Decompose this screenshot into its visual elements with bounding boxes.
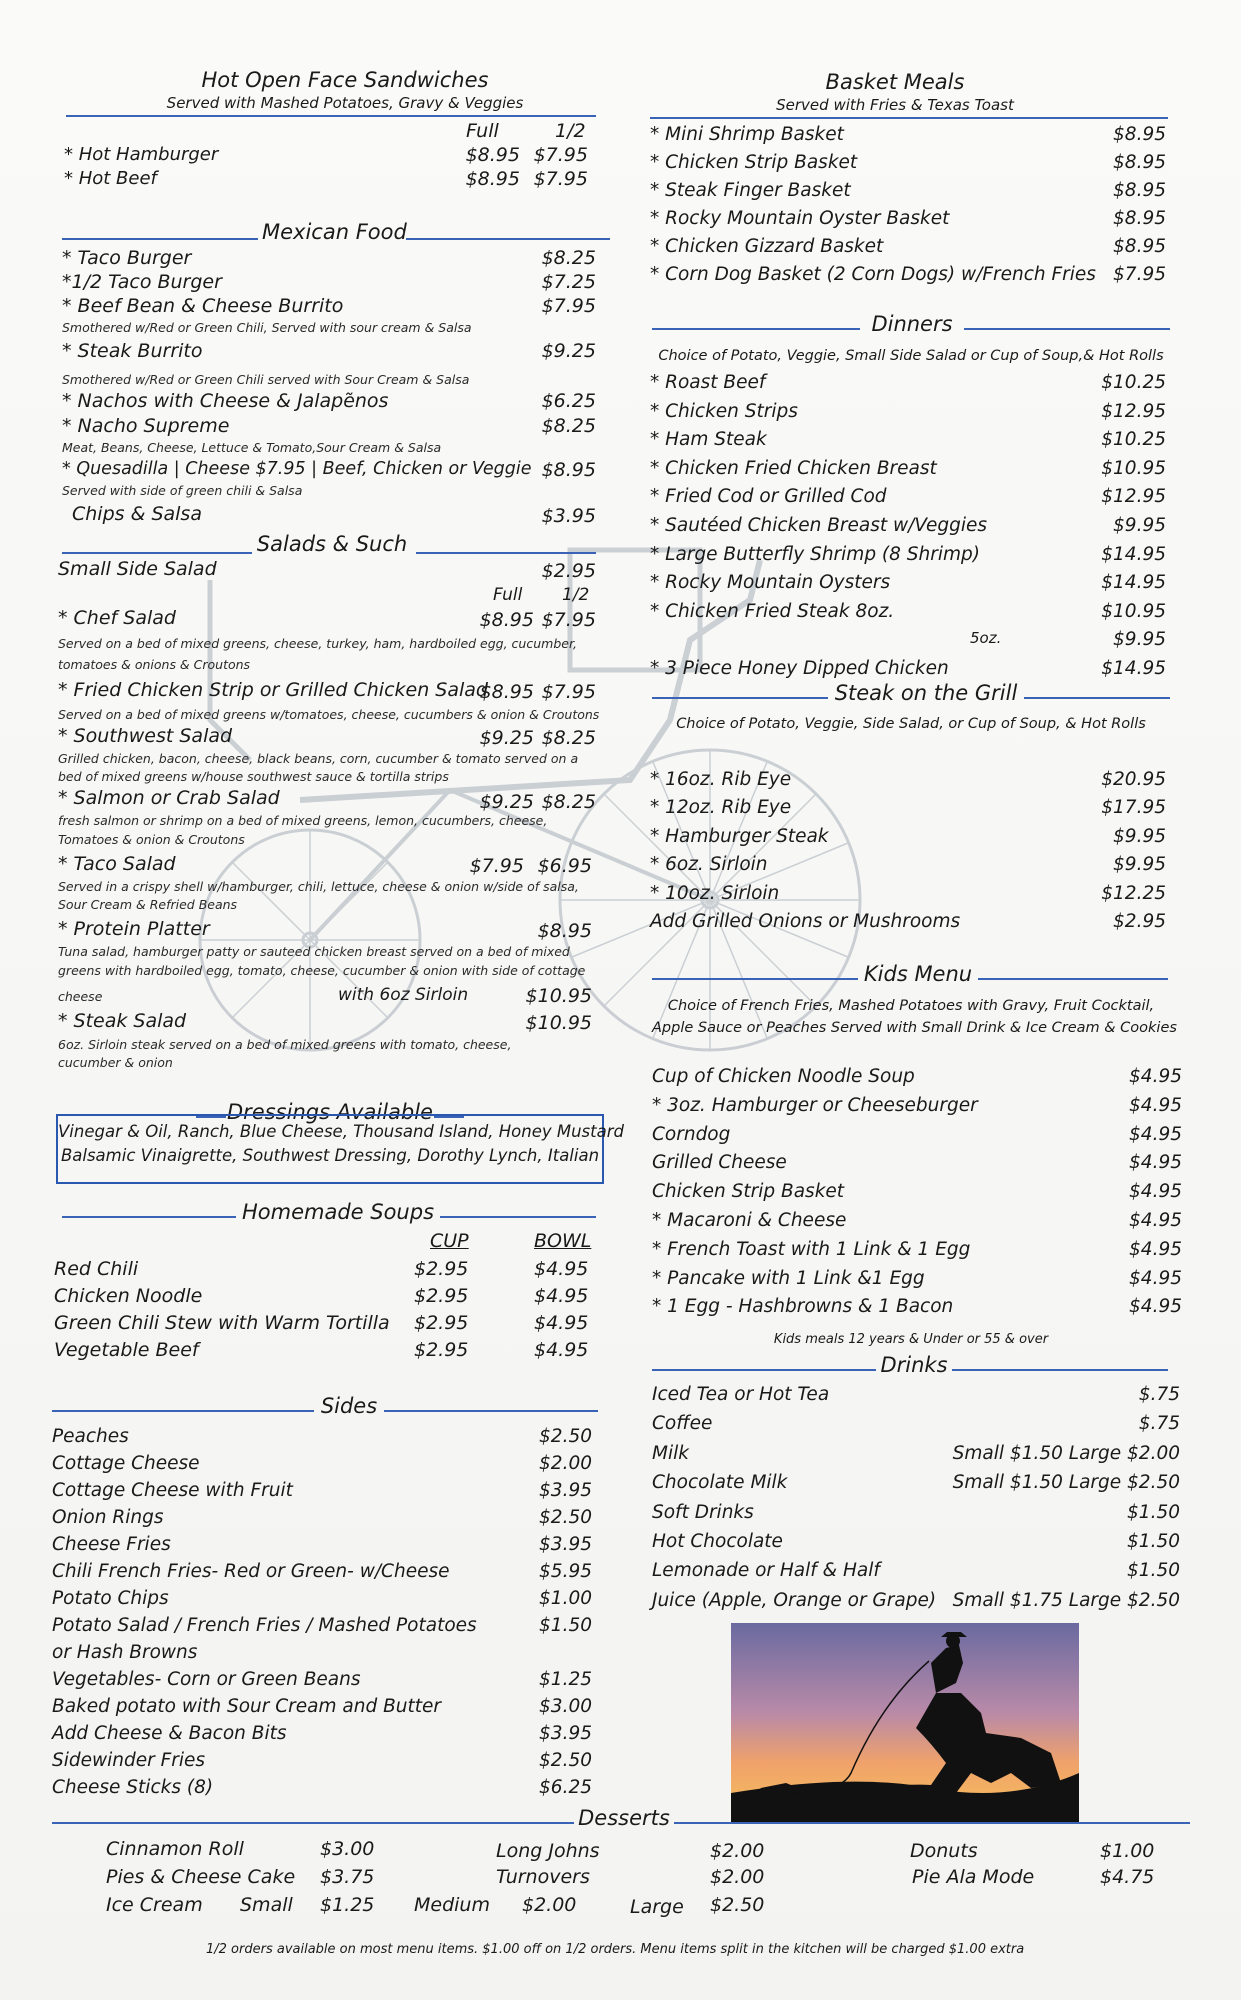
menu-item-note: cucumber & onion [58, 1055, 173, 1070]
menu-item-name: * Southwest Salad [58, 725, 233, 747]
menu-item-price: $3.95 [539, 1534, 592, 1555]
menu-item-price: $8.95 [1113, 236, 1166, 257]
menu-item-price: $8.95 [541, 459, 596, 481]
menu-item-price: $10.25 [1101, 429, 1166, 451]
menu-item-price: $1.50 [1127, 1531, 1180, 1552]
menu-item-price: $8.95 [465, 144, 520, 166]
menu-item-note: Sour Cream & Refried Beans [58, 897, 238, 912]
menu-item-note: Meat, Beans, Cheese, Lettuce & Tomato,Sour Cream & Salsa [62, 440, 442, 455]
menu-item-price: $6.95 [537, 855, 592, 877]
menu-item-note: Served on a bed of mixed greens, cheese, turkey, ham, hardboiled egg, cucumber, [58, 636, 577, 651]
menu-item-price: $10.95 [1101, 600, 1166, 622]
menu-item-price: $2.95 [541, 560, 596, 582]
menu-item-name: * Salmon or Crab Salad [58, 787, 280, 809]
menu-item-price: $7.95 [533, 144, 588, 166]
menu-item-name: * Fried Cod or Grilled Cod [650, 486, 887, 508]
menu-item-price: $3.95 [541, 505, 596, 527]
section-title-salads: Salads & Such [256, 532, 408, 556]
dessert-price: $2.00 [710, 1866, 765, 1888]
steak-subtitle: Choice of Potato, Veggie, Side Salad, or Cup of Soup, & Hot Rolls [676, 716, 1146, 732]
menu-item-name: * Roast Beef [650, 372, 766, 393]
menu-item-name: or Hash Browns [52, 1642, 198, 1663]
divider [1024, 697, 1170, 699]
menu-item-price: $2.95 [414, 1258, 469, 1280]
menu-item-price: $1.25 [539, 1669, 592, 1690]
size-label: Small [240, 1894, 293, 1916]
divider [652, 328, 860, 330]
divider [952, 1369, 1168, 1371]
dressings-line-1: Vinegar & Oil, Ranch, Blue Cheese, Thousand Island, Honey Mustard [58, 1122, 624, 1141]
col-bowl: BOWL [534, 1230, 592, 1252]
dessert-price: $2.00 [522, 1894, 577, 1916]
section-title-steak: Steak on the Grill [834, 681, 1018, 705]
menu-item-price: $3.00 [539, 1696, 592, 1717]
menu-item-name: Sidewinder Fries [52, 1750, 206, 1771]
dessert-price: $3.75 [320, 1866, 375, 1888]
menu-item-name: * Taco Salad [58, 853, 176, 875]
menu-item-note: 6oz. Sirloin steak served on a bed of mixed greens with tomato, cheese, [58, 1037, 512, 1052]
dessert-price: $4.75 [1100, 1866, 1155, 1888]
menu-item-price: $12.95 [1101, 486, 1166, 508]
menu-item-name: * Chicken Strips [650, 400, 798, 422]
menu-item-name: Peaches [52, 1426, 129, 1447]
size-label: Medium [414, 1894, 490, 1916]
menu-item-name: * Steak Salad [58, 1010, 187, 1032]
menu-item-price: $4.95 [1129, 1210, 1182, 1231]
menu-item-name: Red Chili [54, 1258, 139, 1280]
menu-item-name: 5oz. [970, 629, 1002, 648]
menu-item-name: * Hamburger Steak [650, 825, 829, 847]
menu-item-note: tomatoes & onions & Croutons [58, 657, 251, 672]
menu-item-name: Coffee [652, 1413, 713, 1435]
menu-item-price: $5.95 [539, 1561, 592, 1582]
divider [674, 1822, 1190, 1824]
menu-item-name: * Fried Chicken Strip or Grilled Chicken Salad [58, 679, 488, 701]
menu-item-price: $7.95 [469, 855, 524, 877]
menu-item-name: Chili French Fries- Red or Green- w/Cheese [52, 1561, 450, 1582]
menu-item-name: Potato Chips [52, 1588, 169, 1609]
section-title-drinks: Drinks [880, 1353, 948, 1377]
menu-item-name: Milk [652, 1442, 689, 1464]
menu-item-price: $8.95 [1113, 180, 1166, 201]
dessert-name: Ice Cream [106, 1894, 203, 1916]
menu-item-price: $20.95 [1101, 769, 1166, 790]
menu-item-price: $2.95 [414, 1339, 469, 1361]
menu-item-note: Served in a crispy shell w/hamburger, chili, lettuce, cheese & onion w/side of salsa, [58, 879, 579, 894]
divider [384, 1410, 598, 1412]
menu-item-name: * Mini Shrimp Basket [650, 124, 844, 145]
menu-item-price: $10.95 [525, 1012, 592, 1034]
hot-open-face-subtitle: Served with Mashed Potatoes, Gravy & Veggies [166, 94, 524, 112]
sirloin-addon-label: with 6oz Sirloin [338, 985, 469, 1005]
menu-item-price: $9.25 [479, 727, 534, 749]
menu-item-price: $4.95 [534, 1339, 589, 1361]
dessert-price: $1.25 [320, 1894, 375, 1916]
menu-item-price: $8.95 [479, 609, 534, 631]
section-title-dressings: Dressings Available [227, 1100, 433, 1124]
menu-item-name: * Nacho Supreme [62, 415, 230, 437]
menu-item-name: * Hot Beef [64, 168, 157, 189]
menu-item-price: $2.50 [539, 1507, 592, 1528]
dessert-name: Pies & Cheese Cake [106, 1866, 296, 1888]
menu-item-price: $9.95 [1113, 854, 1166, 876]
menu-item-price: $2.95 [1113, 911, 1166, 932]
menu-item-price: $10.95 [525, 985, 592, 1007]
dessert-name: Cinnamon Roll [106, 1838, 244, 1860]
menu-item-price: $12.25 [1101, 882, 1166, 904]
divider [652, 697, 828, 699]
dessert-price: $1.00 [1100, 1840, 1155, 1862]
section-title-basket: Basket Meals [825, 70, 965, 94]
menu-item-price: $.75 [1138, 1384, 1180, 1405]
menu-item-name: * Rocky Mountain Oysters [650, 572, 891, 594]
menu-item-name: Cheese Sticks (8) [52, 1777, 214, 1798]
divider [52, 1410, 314, 1412]
menu-item-name: * Chicken Fried Steak 8oz. [650, 600, 895, 622]
menu-item-name: * Beef Bean & Cheese Burrito [62, 295, 344, 317]
menu-item-price: $12.95 [1101, 400, 1166, 422]
menu-item-price: $2.50 [539, 1426, 592, 1447]
menu-item-name: * Pancake with 1 Link &1 Egg [652, 1267, 925, 1289]
menu-item-name: * 3 Piece Honey Dipped Chicken [650, 658, 949, 679]
menu-item-name: Add Grilled Onions or Mushrooms [650, 911, 961, 932]
menu-item-price: $4.95 [534, 1258, 589, 1280]
menu-item-name: Lemonade or Half & Half [652, 1560, 880, 1582]
menu-item-note: bed of mixed greens w/house southwest sauce & tortilla strips [58, 769, 449, 784]
menu-item-name: Potato Salad / French Fries / Mashed Potatoes [52, 1615, 477, 1636]
menu-item-name: Cup of Chicken Noodle Soup [652, 1066, 915, 1087]
divider [650, 117, 1168, 119]
dessert-name: Donuts [910, 1840, 978, 1862]
divider [652, 978, 858, 980]
menu-item-name: Vegetable Beef [54, 1339, 199, 1361]
cowboy-roping-image [731, 1623, 1079, 1823]
divider [66, 115, 596, 117]
menu-item-name: Iced Tea or Hot Tea [652, 1384, 830, 1405]
menu-item-name: * French Toast with 1 Link & 1 Egg [652, 1238, 971, 1260]
menu-item-price: $4.95 [1129, 1238, 1182, 1260]
menu-item-price: $8.95 [1113, 208, 1166, 229]
section-title-sides: Sides [320, 1394, 378, 1418]
menu-item-price: $2.00 [539, 1453, 592, 1474]
col-half: 1/2 [555, 120, 586, 142]
menu-item-name: Corndog [652, 1123, 731, 1145]
menu-item-price: $8.25 [541, 247, 596, 269]
menu-item-name: * Chicken Strip Basket [650, 152, 858, 173]
menu-item-name: * Hot Hamburger [64, 144, 219, 165]
menu-item-price: $3.95 [539, 1480, 592, 1501]
menu-item-price: $3.95 [539, 1723, 592, 1744]
footer-note: 1/2 orders available on most menu items. $1.00 off on 1/2 orders. Menu items split in the kitchen will be charged $1.00 extra [206, 1942, 1025, 1957]
menu-item-price: $2.95 [414, 1285, 469, 1307]
menu-item-price: $9.95 [1113, 629, 1166, 651]
menu-item-name: Green Chili Stew with Warm Tortilla [54, 1312, 390, 1334]
menu-item-price: $1.50 [539, 1615, 592, 1636]
dessert-name: Pie Ala Mode [912, 1866, 1035, 1888]
menu-item-price: $10.25 [1101, 372, 1166, 393]
menu-item-name: Chocolate Milk [652, 1472, 788, 1494]
dessert-price: $3.00 [320, 1838, 375, 1860]
menu-item-price: $9.95 [1113, 515, 1166, 536]
menu-item-price: $9.95 [1113, 825, 1166, 847]
divider [52, 1822, 574, 1824]
menu-item-price: $1.00 [539, 1588, 592, 1609]
menu-item-name: * 6oz. Sirloin [650, 854, 768, 876]
menu-item-name: * Quesadilla | Cheese $7.95 | Beef, Chicken or Veggie [62, 459, 532, 479]
menu-item-name: * Rocky Mountain Oyster Basket [650, 208, 950, 229]
dessert-price: $2.50 [710, 1894, 765, 1916]
dessert-name: Turnovers [496, 1866, 590, 1888]
menu-item-price: $9.25 [479, 791, 534, 813]
menu-item-price: $1.50 [1127, 1501, 1180, 1523]
menu-item-price: $8.25 [541, 727, 596, 749]
menu-item-price: $4.95 [1129, 1181, 1182, 1203]
menu-item-price: $7.95 [1113, 264, 1166, 285]
menu-item-name: * 1 Egg - Hashbrowns & 1 Bacon [652, 1296, 954, 1318]
menu-item-price: $7.95 [541, 609, 596, 631]
divider [62, 238, 258, 240]
menu-item-name: Small Side Salad [58, 558, 217, 580]
menu-item-note: Smothered w/Red or Green Chili served with Sour Cream & Salsa [62, 372, 470, 387]
menu-item-price: $14.95 [1101, 572, 1166, 594]
menu-item-note: greens with hardboiled egg, tomato, cheese, cucumber & onion with side of cottage [58, 963, 586, 978]
menu-item-price: $1.50 [1127, 1560, 1180, 1582]
menu-item-price: Small $1.50 Large $2.50 [952, 1472, 1180, 1494]
section-title-soups: Homemade Soups [241, 1200, 435, 1224]
menu-item-price: $8.95 [537, 920, 592, 942]
menu-item-name: Chicken Strip Basket [652, 1181, 845, 1203]
menu-item-name: * Protein Platter [58, 918, 210, 940]
menu-item-price: $4.95 [534, 1285, 589, 1307]
menu-item-price: $8.95 [1113, 124, 1166, 145]
menu-item-name: * Macaroni & Cheese [652, 1210, 847, 1231]
menu-item-price: $6.25 [539, 1777, 592, 1798]
menu-item-price: $4.95 [1129, 1152, 1182, 1174]
col-cup: CUP [430, 1230, 469, 1252]
menu-item-price: $8.25 [541, 791, 596, 813]
menu-item-name: * Chicken Fried Chicken Breast [650, 457, 937, 479]
menu-item-name: Add Cheese & Bacon Bits [52, 1723, 287, 1744]
menu-item-name: Baked potato with Sour Cream and Butter [52, 1696, 441, 1717]
dressings-box [56, 1114, 624, 1184]
menu-item-note: Tuna salad, hamburger patty or sauteed chicken breast served on a bed of mixed [58, 944, 570, 959]
menu-item-price: $10.95 [1101, 457, 1166, 479]
col-half: 1/2 [562, 585, 590, 605]
col-full: Full [493, 585, 523, 605]
size-label: Large [630, 1896, 684, 1918]
menu-item-note: fresh salmon or shrimp on a bed of mixed greens, lemon, cucumbers, cheese, [58, 813, 548, 828]
menu-item-price: $9.25 [541, 340, 596, 362]
section-title-hot-open-face: Hot Open Face Sandwiches [201, 68, 489, 92]
menu-item-name: * Chef Salad [58, 607, 176, 629]
menu-item-name: Grilled Cheese [652, 1152, 787, 1174]
kids-subtitle-2: Apple Sauce or Peaches Served with Small Drink & Ice Cream & Cookies [652, 1020, 1177, 1036]
menu-item-price: $2.95 [414, 1312, 469, 1334]
menu-item-name: * Steak Finger Basket [650, 180, 851, 201]
menu-item-price: $17.95 [1101, 797, 1166, 819]
menu-item-price: $7.95 [533, 168, 588, 190]
menu-item-note: Smothered w/Red or Green Chili, Served with sour cream & Salsa [62, 320, 472, 335]
menu-item-price: $8.95 [479, 681, 534, 703]
dinners-subtitle: Choice of Potato, Veggie, Small Side Salad or Cup of Soup,& Hot Rolls [658, 348, 1164, 364]
menu-item-price: Small $1.75 Large $2.50 [952, 1589, 1180, 1611]
menu-item-name: Vegetables- Corn or Green Beans [52, 1669, 361, 1690]
divider [62, 1216, 236, 1218]
menu-item-name: * Sautéed Chicken Breast w/Veggies [650, 515, 987, 536]
section-title-mexican: Mexican Food [262, 220, 407, 244]
menu-item-name: Onion Rings [52, 1507, 164, 1528]
kids-subtitle-1: Choice of French Fries, Mashed Potatoes with Gravy, Fruit Cocktail, [667, 998, 1155, 1014]
menu-item-price: $4.95 [1129, 1267, 1182, 1289]
menu-item-name: *1/2 Taco Burger [62, 271, 222, 293]
divider [416, 552, 596, 554]
dessert-name: Long Johns [496, 1840, 600, 1862]
menu-item-name: * Taco Burger [62, 247, 192, 269]
menu-item-note: Tomatoes & onion & Croutons [58, 832, 245, 847]
menu-item-price: $7.95 [541, 681, 596, 703]
menu-item-name: * Ham Steak [650, 429, 767, 451]
menu-item-price: $6.25 [541, 390, 596, 412]
menu-item-price: $4.95 [1129, 1123, 1182, 1145]
menu-item-price: $8.95 [465, 168, 520, 190]
menu-item-name: * Large Butterfly Shrimp (8 Shrimp) [650, 543, 981, 565]
menu-item-price: $8.25 [541, 415, 596, 437]
divider [406, 238, 610, 240]
menu-item-price: $7.95 [541, 295, 596, 317]
menu-item-name: * 12oz. Rib Eye [650, 797, 792, 819]
menu-item-price: $14.95 [1101, 543, 1166, 565]
menu-item-name: Juice (Apple, Orange or Grape) [652, 1589, 937, 1611]
basket-subtitle: Served with Fries & Texas Toast [776, 96, 1014, 114]
divider [440, 1216, 596, 1218]
menu-item-name: * 3oz. Hamburger or Cheeseburger [652, 1094, 978, 1116]
menu-item-name: * 16oz. Rib Eye [650, 769, 792, 790]
menu-item-note: Served with side of green chili & Salsa [62, 483, 303, 498]
menu-item-price: $4.95 [1129, 1066, 1182, 1087]
menu-item-name: * Chicken Gizzard Basket [650, 236, 884, 257]
menu-item-name: Cottage Cheese with Fruit [52, 1480, 293, 1501]
section-title-desserts: Desserts [578, 1806, 670, 1830]
divider [652, 1369, 876, 1371]
menu-item-name: Cottage Cheese [52, 1453, 200, 1474]
menu-item-price: $14.95 [1101, 658, 1166, 679]
menu-item-price: $.75 [1138, 1413, 1180, 1435]
menu-item-name: Chips & Salsa [72, 503, 202, 525]
menu-item-name: Chicken Noodle [54, 1285, 203, 1307]
dressings-line-2: Balsamic Vinaigrette, Southwest Dressing, Dorothy Lynch, Italian [60, 1146, 600, 1165]
menu-item-price: Small $1.50 Large $2.00 [952, 1442, 1180, 1464]
menu-item-name: Cheese Fries [52, 1534, 171, 1555]
menu-item-price: $2.50 [539, 1750, 592, 1771]
menu-item-price: $4.95 [1129, 1296, 1182, 1318]
menu-item-name: * Nachos with Cheese & Jalapẽnos [62, 390, 389, 412]
dessert-price: $2.00 [710, 1840, 765, 1862]
kids-footnote: Kids meals 12 years & Under or 55 & over [773, 1332, 1049, 1347]
menu-item-name: * Corn Dog Basket (2 Corn Dogs) w/French Fries [650, 264, 1096, 285]
divider [978, 978, 1168, 980]
section-title-kids: Kids Menu [863, 962, 973, 986]
menu-item-price: $7.25 [541, 271, 596, 293]
menu-item-price: $8.95 [1113, 152, 1166, 173]
divider [964, 328, 1170, 330]
divider [62, 552, 252, 554]
menu-item-note: cheese [58, 989, 103, 1004]
menu-item-name: * Steak Burrito [62, 340, 203, 362]
menu-item-name: Soft Drinks [652, 1501, 754, 1523]
menu-item-name: * 10oz. Sirloin [650, 882, 780, 904]
section-title-dinners: Dinners [871, 312, 953, 336]
col-full: Full [466, 120, 499, 142]
menu-item-note: Served on a bed of mixed greens w/tomatoes, cheese, cucumbers & onion & Croutons [58, 707, 600, 722]
menu-item-price: $4.95 [1129, 1094, 1182, 1116]
menu-item-name: Hot Chocolate [652, 1531, 783, 1552]
menu-item-price: $4.95 [534, 1312, 589, 1334]
menu-item-note: Grilled chicken, bacon, cheese, black beans, corn, cucumber & tomato served on a [58, 751, 579, 766]
